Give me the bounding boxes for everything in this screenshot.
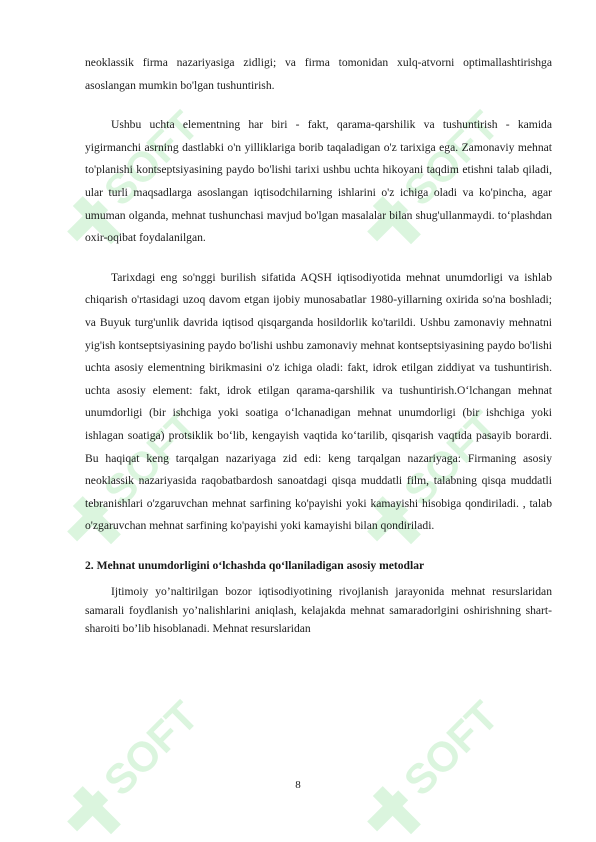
- watermark-logo: [56, 692, 214, 842]
- paragraph-continuation: neoklassik firma nazariyasiga zidligi; va firma tomonidan xulq-atvorni optimallashtirishga asoslangan mumkin bo'lgan tushuntirish.: [85, 56, 552, 92]
- svg-text:SOFT: SOFT: [394, 692, 508, 805]
- svg-text:SOFT: SOFT: [94, 402, 208, 515]
- svg-text:SOFT: SOFT: [394, 102, 508, 215]
- paragraph-elements: Ushbu uchta elementning har biri - fakt, qarama-qarshilik va tushuntirish - kamida yigirmanchi asrning dastlabki o'n yilliklariga borib taqaladigan o'z tarixiga ega. Zamonaviy mehnat to'planishi kontseptsiyasining paydo bo'lishi tarixi ushbu uchta hikoyani taqdim etishni talab qiladi, ular turli maqsadlarga asoslangan iqtisodchilarning ishlarini o'z ichiga oladi va ko'pincha, agar umuman olganda, mehnat tushunchasi mavjud bo'lgan masalalar bilan shug'ullanmaydi. to‘plashdan oxir-oqibat foydalanilgan.: [85, 118, 552, 245]
- section-heading: 2. Mehnat unumdorligini o‘lchashda qo‘llaniladigan asosiy metodlar: [85, 558, 425, 572]
- body-text: [85, 52, 552, 639]
- svg-text:SOFT: SOFT: [94, 692, 208, 805]
- watermark-logo: [356, 692, 514, 842]
- page-number: 8: [295, 779, 301, 791]
- svg-text:SOFT: SOFT: [94, 102, 208, 215]
- paragraph-methods: Ijtimoiy yo’naltirilgan bozor iqtisodiyotining rivojlanish jarayonida mehnat resurslaridan samarali foydlanish yo’nalishlarini aniqlash, kelajakda mehnat samaradorlgini oshirishning shart-sharoiti bo’lib hisoblanadi. Mehnat resurslaridan: [85, 585, 552, 636]
- paragraph-history: Tarixdagi eng so'nggi burilish sifatida AQSH iqtisodiyotida mehnat unumdorligi va ishlab chiqarish o'rtasidagi uzoq davom etgan ijobiy munosabatlar 1980-yillarning oxirida so'na boshladi; va Buyuk turg'unlik davrida iqtisod qisqarganda hosildorlik ko'tarildi. Ushbu zamonaviy mehnatni yig'ish kontseptsiyasining paydo bo'lishi ushbu zamonaviy mehnat kontseptsiyasining paydo bo'lishi uchta asosiy elementning birikmasini o'z ichiga oladi: fakt, idrok etilgan ziddiyat va tushuntirish. uchta asosiy element: fakt, idrok etilgan qarama-qarshilik va tushuntirish.O‘lchangan mehnat unumdorligi (bir ishchiga yoki soatiga o‘lchanadigan mehnat unumdorligi (bir ishchiga yoki ishlagan soatiga) protsiklik bo‘lib, kengayish vaqtida ko‘tarilib, qisqarish vaqtida pasayib borardi. Bu haqiqat keng tarqalgan nazariyaga zid edi: keng tarqalgan nazariyaga: Firmaning asosiy neoklassik nazariyasida raqobatbardosh sanoatdagi qisqa muddatli film, talabning qisqa muddatli tebranishlari o'zgaruvchan mehnat sarfining ko'payishi yoki kamayishi hisobiga qondiriladi. , talab o'zgaruvchan mehnat sarfining ko'payishi yoki kamayishi bilan qondiriladi.: [85, 270, 552, 533]
- svg-text:SOFT: SOFT: [394, 402, 508, 515]
